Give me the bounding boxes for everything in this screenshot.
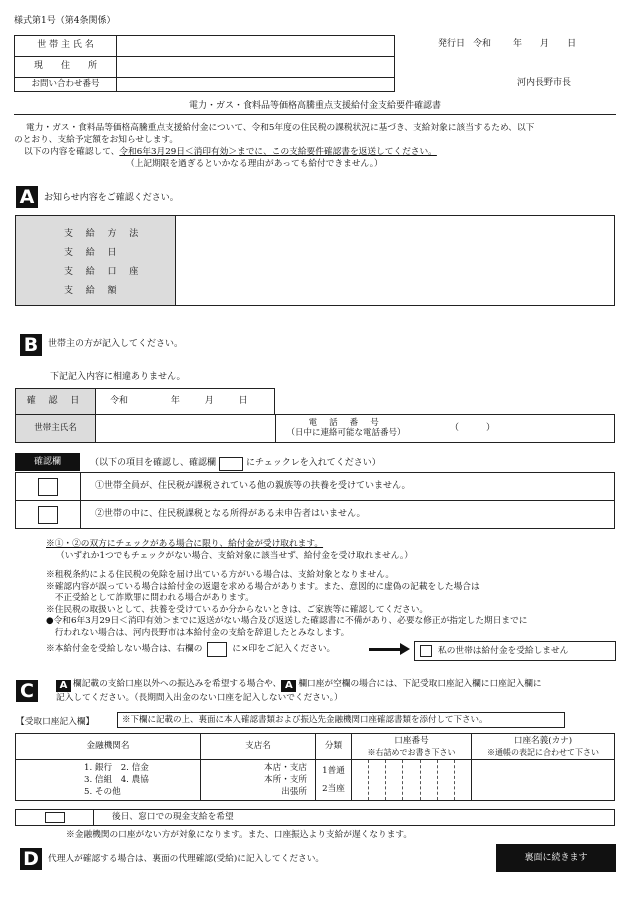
phone-label: 電 話 番 号	[308, 418, 384, 428]
number-header	[352, 734, 472, 760]
phone-sublabel: （日中に連絡可能な電話番号）	[286, 428, 406, 438]
confirm-date-year: 年	[170, 395, 180, 406]
number-header-title: 口座番号	[394, 735, 429, 746]
check-items-table	[15, 472, 615, 529]
arrow-shaft	[369, 648, 401, 651]
section-a-icon: A	[16, 186, 38, 208]
bank-field[interactable]	[16, 760, 201, 801]
address-label: 現 住 所	[15, 57, 117, 78]
holder-header	[472, 734, 615, 760]
phone-label-group	[276, 418, 416, 438]
type-field[interactable]	[316, 760, 352, 801]
decline-instruction-b: に×印をご記入ください。	[232, 644, 336, 655]
confirm-date-month: 月	[204, 395, 214, 406]
continue-on-back: 裏面に続きます	[496, 844, 616, 872]
head-phone-table	[15, 414, 615, 443]
intro-line-2: のとおり、支給予定額をお知らせします。	[14, 135, 179, 145]
digit-cell[interactable]	[421, 760, 438, 800]
holder-header-title: 口座名義(カナ)	[513, 735, 573, 746]
type-option-2: 2当座	[322, 784, 345, 794]
header-table	[14, 35, 395, 92]
bank-option-3: 5. その他	[84, 787, 121, 797]
account-table	[15, 733, 615, 801]
section-d-icon: D	[20, 848, 42, 870]
decline-sample-box	[207, 642, 227, 657]
intro-deadline: 令和6年3月29日＜消印有効＞までに、この支給要件確認書を返送してください。	[119, 147, 437, 157]
digit-cell[interactable]	[386, 760, 403, 800]
branch-option-2: 本所・支所	[264, 775, 307, 785]
cash-note: ※金融機関の口座がない方が対象になります。また、口座振込より支給が遅くなります。	[66, 830, 413, 840]
section-c-line-1	[56, 678, 616, 692]
notice-box	[15, 215, 615, 306]
address-field[interactable]	[117, 57, 395, 78]
cash-checkbox-cell	[16, 810, 94, 825]
decline-instruction-a: ※本給付金を受給しない場合は、右欄の	[46, 644, 203, 655]
payment-method-label: 支 給 方 法	[64, 229, 144, 239]
caution-notes	[46, 570, 527, 640]
caution-note-1: ※租税条約による住民税の免除を届け出ている方がいる場合は、支給対象となりません。	[46, 570, 395, 580]
check-instruction-b: にチェックレを入れてください）	[246, 458, 381, 469]
number-field[interactable]	[352, 760, 472, 801]
section-d-text: 代理人が確認する場合は、裏面の代理確認(受給)に記入してください。	[48, 854, 325, 864]
notice-values	[176, 216, 614, 305]
form-number: 様式第1号（第4条関係）	[14, 16, 116, 26]
confirm-date-label-text: 確 認 日	[26, 395, 85, 406]
section-c-line-1b: 欄口座が空欄の場合には、下記受取口座記入欄に口座記入欄に	[298, 679, 542, 689]
holder-field[interactable]	[472, 760, 615, 801]
inquiry-number-field[interactable]	[117, 78, 395, 92]
issue-date	[438, 39, 608, 50]
digit-cell[interactable]	[369, 760, 386, 800]
confirm-date-era: 令和	[110, 395, 129, 406]
section-b-title: 世帯主の方が記入してください。	[48, 339, 184, 349]
inquiry-number-label: お問い合わせ番号	[15, 78, 117, 92]
decline-label: 私の世帯は給付金を受給しません	[438, 645, 569, 656]
intro-line-3a: 以下の内容を確認して、	[24, 147, 120, 157]
intro-line-1: 電力・ガス・食料品等価格高騰重点支援給付金について、令和5年度の住民税の課税状況に基づき、支給対象に該当するため、以下	[26, 123, 535, 133]
phone-field[interactable]	[276, 415, 615, 443]
caution-note-4: ※住民税の取扱いとして、扶養を受けているか分からないときは、ご家族等に確認してください。	[46, 604, 429, 615]
bank-option-2: 3. 信組 4. 農協	[84, 775, 149, 785]
section-c-line-2: 記入してください。（長期間入出金のない口座を記入しないでください。）	[56, 693, 343, 703]
number-header-sub: ※右詰めでお書き下さい	[367, 747, 456, 757]
confirm-date-table	[15, 388, 275, 415]
check-instruction-a: （以下の項目を確認し、確認欄	[90, 458, 217, 469]
check-cell-1	[16, 473, 81, 501]
intro-text	[14, 122, 618, 170]
checkbox-item-1[interactable]	[38, 478, 58, 496]
issue-date-day: 日	[567, 39, 577, 49]
caution-note-6: 行われない場合は、河内長野市は本給付金の支給を辞退したとみなします。	[46, 627, 350, 638]
issuer: 河内長野市長	[517, 78, 572, 88]
cash-label: 後日、窓口での現金支給を希望	[112, 812, 234, 823]
confirm-date-field[interactable]	[96, 389, 275, 415]
issue-date-month: 月	[540, 39, 550, 49]
type-option-1: 1普通	[322, 766, 345, 776]
notice-labels	[16, 216, 176, 305]
head-name-field[interactable]	[117, 36, 395, 57]
bank-option-1: 1. 銀行 2. 信金	[84, 763, 149, 773]
branch-option-1: 本店・支店	[264, 763, 307, 773]
payment-account-label: 支 給 口 座	[64, 267, 144, 277]
arrow-right-icon	[400, 643, 410, 655]
bank-header: 金融機関名	[16, 734, 201, 760]
number-digit-cells	[352, 760, 471, 800]
decline-instruction	[46, 642, 335, 657]
caution-note-5: ●令和6年3月29日＜消印有効＞までに返送がない場合及び返送した確認書に不備があり、必要な修正が指定した期日までに	[46, 616, 528, 627]
section-a-mark-1: A	[56, 680, 71, 692]
intro-line-3	[14, 146, 618, 158]
digit-cell[interactable]	[352, 760, 369, 800]
confirm-date-label	[16, 389, 96, 415]
caution-note-3: 不正受給として詐欺罪に問われる場合があります。	[46, 593, 254, 604]
section-b-note: 下記記入内容に相違ありません。	[50, 372, 186, 382]
check-item-2: ②世帯の中に、住民税課税となる所得がある未申告者はいません。	[81, 501, 615, 529]
issue-date-label: 発行日	[438, 39, 466, 49]
cash-option	[15, 809, 615, 826]
holder-header-sub: ※通帳の表記に合わせて下さい	[487, 747, 599, 757]
branch-option-3: 出張所	[281, 787, 307, 797]
section-c-icon: C	[16, 680, 38, 702]
title-divider	[14, 114, 616, 115]
section-a-title: お知らせ内容をご確認ください。	[44, 193, 179, 203]
intro-line-4: （上記期限を過ぎるといかなる理由があっても給付できません。）	[126, 159, 383, 169]
check-note-1: ※①・②の双方にチェックがある場合に限り、給付金が受け取れます。	[46, 539, 324, 549]
digit-cell[interactable]	[403, 760, 420, 800]
cash-checkbox[interactable]	[45, 812, 65, 823]
digit-cell[interactable]	[455, 760, 471, 800]
check-notes	[46, 539, 413, 562]
section-c-text	[56, 678, 616, 705]
check-cell-2	[16, 501, 81, 529]
payment-amount-label: 支 給 額	[64, 286, 122, 296]
check-sample-box	[219, 457, 243, 471]
type-header: 分類	[316, 734, 352, 760]
digit-cell[interactable]	[438, 760, 455, 800]
document-title: 電力・ガス・食料品等価格高騰重点支援給付金支給要件確認書	[188, 101, 441, 111]
checkbox-item-2[interactable]	[38, 506, 58, 524]
phone-area-code: （ ）	[450, 423, 496, 433]
check-item-1: ①世帯全員が、住民税が課税されている他の親族等の扶養を受けていません。	[81, 473, 615, 501]
head-name-row-field[interactable]	[96, 415, 276, 443]
caution-note-2: ※確認内容が誤っている場合は給付金の返還を求める場合があります。また、意図的に虚偽の記載をした場合は	[46, 581, 480, 592]
section-c-line-1a: 欄記載の支給口座以外への振込みを希望する場合や、	[73, 679, 282, 689]
head-name-row-label: 世帯主氏名	[16, 415, 96, 443]
section-b-icon: B	[20, 334, 42, 356]
issue-date-era: 令和	[473, 39, 492, 49]
decline-checkbox[interactable]	[420, 645, 432, 657]
branch-field[interactable]	[201, 760, 316, 801]
check-header-label: 確認欄	[15, 453, 80, 471]
check-note-2: （いずれか1つでもチェックがない場合、支給対象に該当せず、給付金を受け取れません。）	[56, 550, 413, 561]
section-a-mark-2: A	[281, 680, 296, 692]
issue-date-year: 年	[513, 39, 523, 49]
payment-date-label: 支 給 日	[64, 248, 122, 258]
head-name-label: 世 帯 主 氏 名	[15, 36, 117, 57]
confirm-date-day: 日	[238, 395, 248, 406]
account-label: 【受取口座記入欄】	[16, 717, 95, 727]
account-note: ※下欄に記載の上、裏面に本人確認書類および振込先金融機関口座確認書類を添付して下さい。	[117, 712, 565, 728]
branch-header: 支店名	[201, 734, 316, 760]
check-instruction	[90, 457, 381, 471]
decline-option	[414, 641, 616, 661]
